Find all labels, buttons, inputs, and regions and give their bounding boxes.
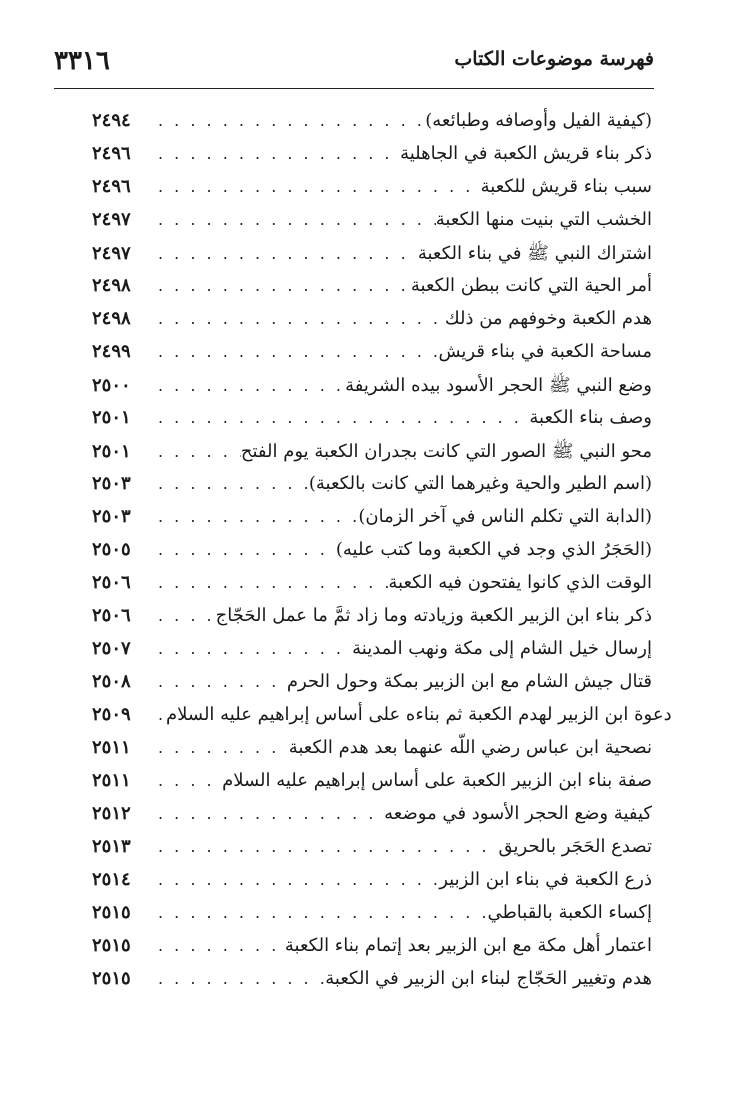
toc-entry	[92, 440, 652, 473]
toc-entry	[92, 968, 652, 1001]
toc-dot-leader	[150, 606, 216, 625]
toc-page-number: ٢٥١٥	[92, 935, 131, 956]
toc-entry	[92, 473, 652, 506]
toc-dot-leader	[150, 474, 309, 493]
toc-dot-leader	[150, 342, 438, 361]
page-number: ٣٣١٦	[54, 46, 110, 76]
toc-dot-leader	[150, 969, 325, 988]
toc-entry	[92, 275, 652, 308]
toc-entry	[92, 836, 652, 869]
toc-entry-title: كيفية وضع الحجر الأسود في موضعه	[384, 803, 652, 824]
toc-dot-leader	[150, 309, 445, 328]
toc-entry-title: محو النبي ﷺ الصور التي كانت بجدران الكعبة يوم الفتح	[240, 441, 652, 462]
toc-dot-leader	[150, 903, 487, 922]
toc-entry	[92, 407, 652, 440]
toc-page-number: ٢٥٠٦	[92, 605, 131, 626]
toc-dot-leader	[150, 210, 436, 229]
table-of-contents	[92, 110, 672, 1001]
toc-entry-title: الوقت الذي كانوا يفتحون فيه الكعبة	[388, 572, 652, 593]
toc-dot-leader	[150, 639, 352, 658]
toc-entry-title: تصدع الحَجَر بالحريق	[498, 836, 652, 857]
toc-dot-leader	[150, 244, 418, 263]
header-rule	[54, 88, 654, 89]
toc-page-number: ٢٤٩٤	[92, 110, 131, 131]
toc-entry	[92, 506, 652, 539]
page-header	[54, 40, 654, 86]
toc-entry	[92, 935, 652, 968]
toc-dot-leader	[150, 111, 425, 130]
toc-entry	[92, 242, 652, 275]
toc-entry-title: وصف بناء الكعبة	[529, 407, 652, 428]
toc-entry	[92, 869, 652, 902]
toc-entry	[92, 638, 652, 671]
toc-page-number: ٢٥٠٨	[92, 671, 131, 692]
toc-page-number: ٢٥١١	[92, 737, 131, 758]
toc-entry-title: مساحة الكعبة في بناء قريش	[438, 341, 652, 362]
toc-page-number: ٢٤٩٧	[92, 243, 131, 264]
toc-entry	[92, 143, 652, 176]
toc-entry	[92, 671, 652, 704]
toc-dot-leader	[150, 837, 499, 856]
toc-entry-title: أمر الحية التي كانت ببطن الكعبة	[410, 275, 652, 296]
toc-entry-title: هدم الكعبة وخوفهم من ذلك	[444, 308, 652, 329]
toc-dot-leader	[150, 442, 241, 461]
toc-entry	[92, 902, 652, 935]
toc-dot-leader	[150, 144, 400, 163]
toc-entry-title: وضع النبي ﷺ الحجر الأسود بيده الشريفة	[345, 375, 652, 396]
toc-page-number: ٢٥٠٣	[92, 473, 131, 494]
toc-page-number: ٢٥٠٦	[92, 572, 131, 593]
toc-entry-title: الخشب التي بنيت منها الكعبة	[435, 209, 652, 230]
toc-page-number: ٢٤٩٦	[92, 143, 131, 164]
toc-entry-title: صفة بناء ابن الزبير الكعبة على أساس إبراهيم عليه السلام	[222, 770, 652, 791]
toc-dot-leader	[150, 705, 166, 724]
toc-dot-leader	[150, 540, 336, 559]
toc-page-number: ٢٤٩٩	[92, 341, 131, 362]
toc-page-number: ٢٥٠٠	[92, 375, 131, 396]
toc-page-number: ٢٥١٤	[92, 869, 131, 890]
toc-dot-leader	[150, 870, 439, 889]
toc-entry	[92, 704, 672, 737]
toc-page-number: ٢٥٠١	[92, 407, 131, 428]
toc-entry-title: اعتمار أهل مكة مع ابن الزبير بعد إتمام بناء الكعبة	[284, 935, 652, 956]
toc-entry-title: ذرع الكعبة في بناء ابن الزبير	[439, 869, 652, 890]
toc-dot-leader	[150, 738, 289, 757]
toc-entry	[92, 737, 652, 770]
toc-page-number: ٢٥٠٣	[92, 506, 131, 527]
toc-page-number: ٢٥١٥	[92, 902, 131, 923]
toc-page-number: ٢٥٠٩	[92, 704, 131, 725]
toc-entry	[92, 803, 652, 836]
toc-entry-title: ذكر بناء ابن الزبير الكعبة وزيادته وما زاد ثمَّ ما عمل الحَجّاج	[215, 605, 652, 626]
toc-dot-leader	[150, 672, 287, 691]
running-title: فهرسة موضوعات الكتاب	[454, 48, 654, 70]
toc-page-number: ٢٤٩٧	[92, 209, 131, 230]
toc-entry	[92, 341, 652, 374]
toc-dot-leader	[150, 276, 411, 295]
toc-page-number: ٢٥١٢	[92, 803, 131, 824]
toc-page-number: ٢٥٠٥	[92, 539, 131, 560]
toc-entry-title: إكساء الكعبة بالقباطي	[487, 902, 652, 923]
toc-entry	[92, 539, 652, 572]
toc-page-number: ٢٥٠٧	[92, 638, 131, 659]
toc-entry-title: (الحَجَرُ الذي وجد في الكعبة وما كتب عليه)	[335, 539, 652, 560]
toc-entry-title: هدم وتغيير الحَجّاج لبناء ابن الزبير في الكعبة	[325, 968, 652, 989]
toc-dot-leader	[150, 177, 481, 196]
toc-entry	[92, 176, 652, 209]
toc-entry	[92, 572, 652, 605]
toc-dot-leader	[150, 771, 222, 790]
toc-dot-leader	[150, 507, 358, 526]
toc-entry-title: نصحية ابن عباس رضي اللّه عنهما بعد هدم الكعبة	[288, 737, 652, 758]
toc-entry	[92, 374, 652, 407]
toc-page-number: ٢٤٩٨	[92, 275, 131, 296]
toc-entry-title: (الدابة التي تكلم الناس في آخر الزمان)	[358, 506, 652, 527]
toc-entry-title: ذكر بناء قريش الكعبة في الجاهلية	[400, 143, 652, 164]
toc-entry	[92, 209, 652, 242]
toc-page-number: ٢٤٩٦	[92, 176, 131, 197]
toc-entry-title: اشتراك النبي ﷺ في بناء الكعبة	[417, 243, 652, 264]
toc-dot-leader	[150, 408, 529, 427]
toc-entry-title: سبب بناء قريش للكعبة	[480, 176, 652, 197]
toc-entry-title: دعوة ابن الزبير لهدم الكعبة ثم بناءه على أساس إبراهيم عليه السلام	[166, 704, 672, 725]
toc-entry	[92, 770, 652, 803]
toc-page-number: ٢٥١٣	[92, 836, 131, 857]
toc-entry	[92, 605, 652, 638]
toc-entry	[92, 110, 652, 143]
toc-dot-leader	[150, 573, 388, 592]
toc-entry	[92, 308, 652, 341]
toc-entry-title: قتال جيش الشام مع ابن الزبير بمكة وحول الحرم	[286, 671, 652, 692]
toc-page-number: ٢٥١١	[92, 770, 131, 791]
toc-dot-leader	[150, 936, 285, 955]
toc-entry-title: (اسم الطير والحية وغيرهما التي كانت بالكعبة)	[308, 473, 652, 494]
toc-page-number: ٢٤٩٨	[92, 308, 131, 329]
toc-entry-title: (كيفية الفيل وأوصافه وطبائعه)	[425, 110, 652, 131]
toc-entry-title: إرسال خيل الشام إلى مكة ونهب المدينة	[352, 638, 652, 659]
toc-dot-leader	[150, 804, 384, 823]
toc-page-number: ٢٥١٥	[92, 968, 131, 989]
toc-page-number: ٢٥٠١	[92, 441, 131, 462]
toc-dot-leader	[150, 376, 345, 395]
